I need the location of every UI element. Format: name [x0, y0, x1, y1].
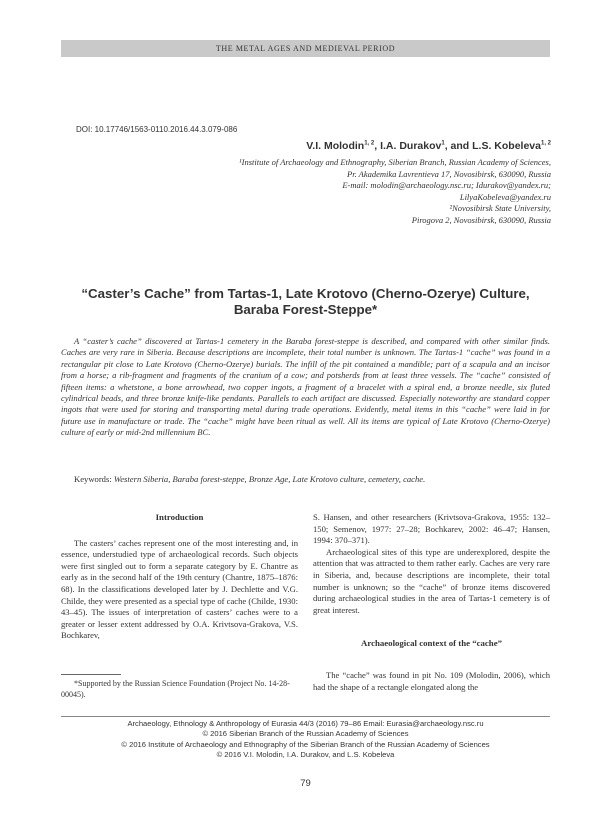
affiliation-line: Pirogova 2, Novosibirsk, 630090, Russia [411, 214, 551, 225]
section-heading-introduction: Introduction [155, 512, 204, 522]
footer-copyright-line: © 2016 Siberian Branch of the Russian Academy of Sciences [202, 729, 409, 739]
affiliations-block [239, 157, 551, 227]
keywords [61, 474, 550, 485]
affiliation-line: Pr. Akademika Lavrentieva 17, Novosibirsk, 630090, Russia [347, 168, 551, 179]
footnote: *Supported by the Russian Science Foundation (Project No. 14-28-00045). [61, 679, 290, 699]
affiliation-line: ²Novosibirsk State University, [449, 203, 551, 214]
title-line-1: “Caster’s Cache” from Tartas-1, Late Krotovo (Cherno-Ozerye) Culture, [81, 286, 530, 301]
doi-text[interactable]: DOI: 10.17746/1563-0110.2016.44.3.079-086 [76, 125, 238, 134]
footer-journal-line: Archaeology, Ethnology & Anthropology of Eurasia 44/3 (2016) 79–86 Email: Eurasia@archaeology.nsc.ru [127, 719, 484, 728]
title-line-2 [61, 302, 550, 318]
email-line[interactable]: LilyaKobeleva@yandex.ru [459, 191, 551, 202]
title-line-2-text: Baraba Forest-Steppe [233, 302, 372, 317]
footer-divider [61, 716, 550, 717]
right-column [313, 512, 550, 693]
author-affiliation-mark: 1 [441, 140, 445, 147]
abstract: A “caster’s cache” discovered at Tartas-1 cemetery in the Baraba forest-steppe is described, and compared with other similar finds. Caches are very rare in Siberia. Because descriptions are incomplete, their total number is unknown. The Tartas-1 “cache” was found in a rectangular pit close to Late Krotovo (Cherno-Ozerye) burials. The infill of the pit contained a mandible; part of a scapula and an incisor from a horse; a rib-fragment and fragments of the cranium of a cow; and potsherds from at least three vessels. The “cache” consisted of fifteen items: a whetstone, a bone arrowhead, two copper ingots, a fragment of a bracelet with a spiral end, a bronze needle, six fluted cylindrical beads, and three bronze knife-like pendants. Parallels to each artifact are discussed. Especially noteworthy are standard copper ingots that were used for storing and transporting metal during trade operations. Evidently, metal items in this “cache” were laid in for future use in manufacture or trade. The “cache” might have been ritual as well. All its items are typical of Late Krotovo (Cherno-Ozerye) culture of early or mid-2nd millennium BC. [61, 336, 550, 438]
body-paragraph: S. Hansen, and other researchers (Krivtsova-Grakova, 1955: 132–150; Semenov, 1977: 27–28; Bochkarev, 2002: 46–47; Hansen, 1994: 370–371). [313, 512, 550, 546]
email-line[interactable]: E-mail: molodin@archaeology.nsc.ru; Idurakov@yandex.ru; [342, 180, 551, 191]
section-title: THE METAL AGES AND MEDIEVAL PERIOD [215, 44, 396, 53]
body-paragraph: The casters’ caches represent one of the most interesting and, in essence, understudied type of archaeological records. Such objects were first singled out to form a separate category by E. Chantre as early as in the second half of the 19th century (Chantre, 1875–1876: 68). In the classifications developed later by J. Dechlette and V.G. Childe, they were presented as a special type of cache (Childe, 1930: 43–45). The issues of interpretation of casters’ caches were to a greater or lesser extent addressed by O.A. Krivtsova-Grakova, V.S. Bochkarev, [61, 537, 298, 641]
keywords-text: Western Siberia, Baraba forest-steppe, Bronze Age, Late Krotovo culture, cemetery, cache. [113, 474, 426, 484]
author-name: V.I. Molodin [306, 140, 365, 152]
section-heading-context: Archaeological context of the “cache” [360, 638, 503, 649]
footnote-divider [61, 674, 121, 675]
section-header-bar [61, 40, 550, 57]
page-footer [61, 719, 550, 760]
article-title [61, 286, 550, 318]
page-number: 79 [300, 778, 311, 789]
left-column [61, 512, 298, 642]
author-affiliation-mark: 1, 2 [540, 140, 551, 147]
author-name: L.S. Kobeleva [472, 140, 541, 152]
author-affiliation-mark: 1, 2 [364, 140, 375, 147]
body-paragraph: Archaeological sites of this type are underexplored, despite the attention that was attracted to them rather early. Caches are very rare in Siberia, and, because descriptions are incomplete, their total number is unknown; so the “cache” of bronze items discovered during archaeological studies in the area of Tartas-1 cemetery is of great interest. [313, 546, 550, 615]
footer-copyright-line: © 2016 V.I. Molodin, I.A. Durakov, and L.S. Kobeleva [216, 749, 395, 759]
keywords-label: Keywords: [74, 474, 112, 484]
body-paragraph: The “cache” was found in pit No. 109 (Molodin, 2006), which had the shape of a rectangle elongated along the [313, 669, 550, 692]
footer-copyright-line: © 2016 Institute of Archaeology and Ethnography of the Siberian Branch of the Russian Academy of Sciences [121, 739, 490, 749]
author-list: V.I. Molodin$^{1, 2}$, I.A. Durakov$^1$, and L.S. Kobeleva$^{1, 2}$ [306, 140, 551, 152]
title-footnote-mark[interactable]: * [372, 302, 378, 317]
author-name: I.A. Durakov [380, 140, 442, 152]
affiliation-line: ¹Institute of Archaeology and Ethnography, Siberian Branch, Russian Academy of Sciences, [239, 157, 551, 167]
